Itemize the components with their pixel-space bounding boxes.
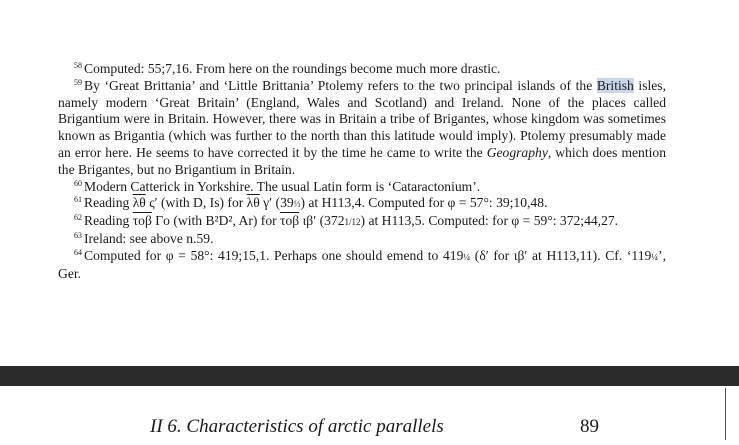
footnote-58	[58, 61, 666, 78]
footnote-text: Computed: 55;7,16. From here on the roundings become much more drastic.	[84, 61, 501, 76]
highlighted-selection[interactable]: British	[596, 77, 634, 93]
footnote-text: Computed for φ = 58°: 419;15,1. Perhaps one should emend to 419	[84, 247, 464, 263]
footnote-63	[58, 231, 666, 248]
footnote-text: Reading	[84, 213, 133, 229]
page-divider	[0, 366, 739, 386]
footnote-text: ιβ′ (372	[299, 213, 345, 229]
footnote-text: ) at H113,4. Computed for φ = 57°: 39;10,48.	[300, 195, 548, 211]
footnote-text: Modern Catterick in Yorkshire. The usual Latin form is ‘Cataractonium’.	[84, 178, 481, 194]
footnote-text: , which does mention the Brigantes, but no Brigantium in Britain.	[58, 144, 666, 177]
greek-numeral: $\overline{\tau o\beta}$	[280, 213, 300, 229]
footnote-text: ) at H113,5. Computed: for φ = 59°: 372;44,27.	[360, 213, 619, 229]
footnote-number: 64	[74, 247, 82, 257]
footnote-text: (δ′ for ιβ′ at H113,11). Cf. ‘119	[470, 247, 652, 263]
footnote-text: ’, Ger.	[58, 247, 666, 281]
fraction: ¼	[651, 251, 659, 262]
footnote-number: 61	[74, 195, 82, 205]
footnote-text: By ‘Great Brittania’ and ‘Little Brittania’ Ptolemy refers to the two principal islands of the	[84, 77, 593, 93]
footnote-61	[58, 195, 666, 213]
footnote-62	[58, 213, 666, 231]
greek-numeral: $\overline{\lambda\theta}$	[246, 195, 260, 211]
greek-numeral: Γο	[155, 213, 170, 229]
page-number: 89	[580, 416, 599, 437]
footnote-number: 60	[74, 178, 82, 188]
fraction: ¼	[463, 251, 471, 262]
fraction: 1/12	[344, 217, 361, 228]
footnote-number: 62	[74, 213, 82, 223]
footnote-64	[58, 248, 666, 283]
footnote-text: ς′ (with D, Is) for	[145, 195, 247, 211]
footnote-text: isles, namely modern ‘Great Britain’ (England, Wales and Scotland) and Ireland. None of the places called Brigantium were in Britain. However, there was in Britain a tribe of Brigantes, whose kingdom was sometimes known as Brigantia (which was further to the north than this latitude would imply). Ptolemy presumably made an error here. He seems to have corrected it by the time he came to write the	[58, 77, 666, 160]
footnote-60	[58, 179, 666, 196]
page-edge-line	[725, 388, 726, 440]
footnote-text: γ′ (39	[259, 195, 294, 211]
footnote-text: Ireland: see above n.59.	[84, 230, 214, 246]
greek-numeral: $\overline{\tau o\beta}$	[132, 213, 152, 229]
greek-numeral: $\overline{\lambda\theta}$	[132, 195, 146, 211]
footnote-number: 59	[74, 77, 82, 87]
footnote-number: 63	[74, 230, 82, 240]
book-title: Geography	[486, 144, 548, 160]
footnote-number: 58	[74, 61, 82, 70]
footnote-59	[58, 78, 666, 179]
footnotes	[58, 61, 666, 282]
fraction: ⅓	[293, 199, 301, 210]
running-title: II 6. Characteristics of arctic parallels	[150, 416, 444, 437]
footnote-text: (with B²D², Ar) for	[169, 213, 281, 229]
footnote-text: Reading	[84, 195, 133, 211]
